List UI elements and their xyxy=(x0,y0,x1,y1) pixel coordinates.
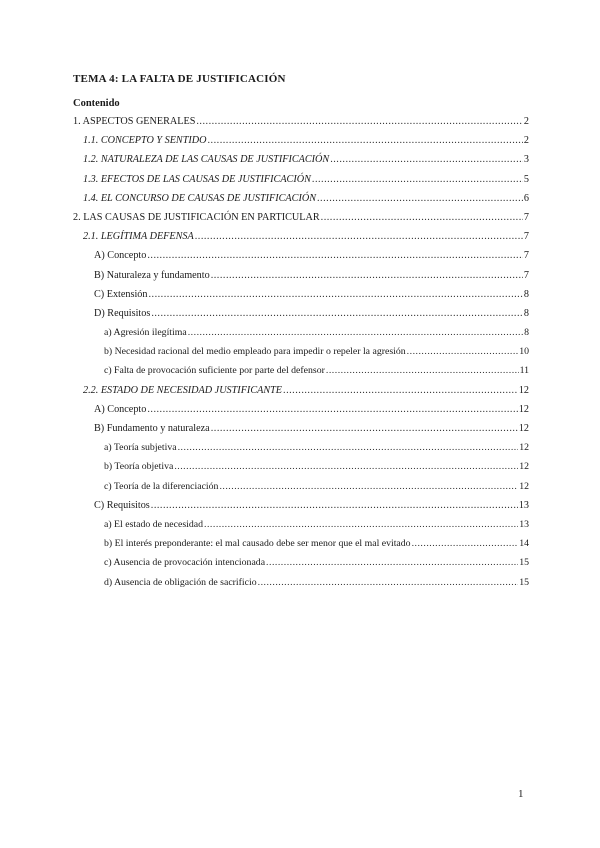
toc-dot-leader xyxy=(407,342,519,361)
toc-entry-page: 13 xyxy=(519,518,529,530)
toc-entry-label: a) Teoría subjetiva xyxy=(104,442,177,454)
toc-entry[interactable] xyxy=(73,457,529,476)
toc-entry[interactable] xyxy=(73,304,529,323)
toc-entry-page: 7 xyxy=(523,231,529,243)
toc-entry-page: 3 xyxy=(523,154,529,166)
toc-entry-page: 12 xyxy=(518,423,529,434)
toc-dot-leader xyxy=(211,266,523,285)
toc-entry-label: b) El interés preponderante: el mal causado debe ser menor que el mal evitado xyxy=(104,538,411,550)
toc-entry-label: 2. LAS CAUSAS DE JUSTIFICACIÓN EN PARTICULAR xyxy=(73,211,320,223)
toc-dot-leader xyxy=(330,150,523,169)
document-title: TEMA 4: LA FALTA DE JUSTIFICACIÓN xyxy=(73,73,286,85)
toc-entry[interactable] xyxy=(73,534,529,553)
toc-entry-page: 15 xyxy=(519,557,529,569)
toc-entry-label: D) Requisitos xyxy=(94,307,151,319)
toc-entry-page: 12 xyxy=(519,480,529,492)
toc-entry-label: 1.2. NATURALEZA DE LAS CAUSAS DE JUSTIFICACIÓN xyxy=(83,154,330,166)
page-number: 1 xyxy=(518,788,524,800)
toc-entry-label: c) Ausencia de provocación intencionada xyxy=(104,557,266,569)
toc-dot-leader xyxy=(147,400,517,419)
toc-entry-page: 8 xyxy=(523,307,529,319)
toc-entry-label: b) Teoría objetiva xyxy=(104,461,174,473)
toc-entry-page: 5 xyxy=(523,173,529,185)
toc-entry-page: 8 xyxy=(523,288,529,300)
toc-entry-label: a) El estado de necesidad xyxy=(104,518,204,530)
toc-entry-label: d) Ausencia de obligación de sacrificio xyxy=(104,576,257,588)
toc-entry-label: 1.4. EL CONCURSO DE CAUSAS DE JUSTIFICACIÓN xyxy=(83,192,316,204)
toc-dot-leader xyxy=(266,553,518,572)
toc-entry-page: 8 xyxy=(524,327,529,339)
toc-dot-leader xyxy=(178,438,519,457)
toc-entry[interactable] xyxy=(73,496,529,515)
table-of-contents xyxy=(73,112,529,592)
toc-entry[interactable] xyxy=(73,573,529,592)
toc-entry-page: 2 xyxy=(523,135,529,147)
toc-dot-leader xyxy=(148,285,522,304)
toc-entry-page: 11 xyxy=(519,365,529,377)
toc-entry-page: 10 xyxy=(519,346,529,358)
toc-entry[interactable] xyxy=(73,208,529,227)
toc-entry[interactable] xyxy=(73,189,529,208)
toc-dot-leader xyxy=(283,381,518,400)
toc-entry-page: 6 xyxy=(523,192,529,204)
toc-entry[interactable] xyxy=(73,477,529,496)
toc-entry-label: 1. ASPECTOS GENERALES xyxy=(73,116,196,127)
toc-entry[interactable] xyxy=(73,285,529,304)
toc-dot-leader xyxy=(151,304,523,323)
toc-entry[interactable] xyxy=(73,150,529,169)
contents-heading: Contenido xyxy=(73,98,120,109)
toc-entry[interactable] xyxy=(73,381,529,400)
toc-entry[interactable] xyxy=(73,131,529,150)
toc-entry-label: b) Necesidad racional del medio empleado para impedir o repeler la agresión xyxy=(104,346,406,358)
toc-dot-leader xyxy=(195,227,523,246)
toc-dot-leader xyxy=(412,534,519,553)
toc-entry[interactable] xyxy=(73,112,529,131)
toc-dot-leader xyxy=(219,477,518,496)
toc-entry-page: 13 xyxy=(518,499,529,511)
toc-entry[interactable] xyxy=(73,419,529,438)
toc-entry[interactable] xyxy=(73,246,529,265)
toc-dot-leader xyxy=(151,496,518,515)
toc-entry-label: C) Requisitos xyxy=(94,499,150,511)
toc-entry-label: C) Extensión xyxy=(94,288,148,300)
toc-dot-leader xyxy=(188,323,523,342)
toc-entry-label: A) Concepto xyxy=(94,403,147,415)
toc-entry-label: c) Falta de provocación suficiente por parte del defensor xyxy=(104,365,325,377)
toc-entry-page: 12 xyxy=(519,461,529,473)
toc-entry-page: 14 xyxy=(519,538,529,550)
toc-entry-page: 2 xyxy=(523,116,529,127)
toc-entry-label: 1.3. EFECTOS DE LAS CAUSAS DE JUSTIFICACIÓN xyxy=(83,173,311,185)
toc-entry-page: 12 xyxy=(518,403,529,415)
toc-entry-page: 12 xyxy=(519,442,529,454)
toc-entry[interactable] xyxy=(73,438,529,457)
toc-entry-label: 1.1. CONCEPTO Y SENTIDO xyxy=(83,135,207,147)
toc-entry-label: A) Concepto xyxy=(94,250,147,262)
toc-entry-label: c) Teoría de la diferenciación xyxy=(104,480,219,492)
toc-entry[interactable] xyxy=(73,553,529,572)
toc-dot-leader xyxy=(147,246,523,265)
toc-dot-leader xyxy=(211,419,518,438)
toc-dot-leader xyxy=(196,112,523,131)
toc-dot-leader xyxy=(326,361,519,380)
toc-dot-leader xyxy=(312,170,523,189)
toc-entry[interactable] xyxy=(73,266,529,285)
toc-entry[interactable] xyxy=(73,227,529,246)
toc-entry-label: a) Agresión ilegítima xyxy=(104,327,187,339)
toc-entry[interactable] xyxy=(73,170,529,189)
toc-entry[interactable] xyxy=(73,361,529,380)
toc-entry-label: B) Naturaleza y fundamento xyxy=(94,269,210,281)
toc-entry[interactable] xyxy=(73,342,529,361)
toc-entry[interactable] xyxy=(73,400,529,419)
toc-entry-page: 7 xyxy=(523,250,529,262)
toc-entry-page: 7 xyxy=(523,269,529,281)
toc-dot-leader xyxy=(204,515,518,534)
toc-entry[interactable] xyxy=(73,515,529,534)
toc-entry-label: B) Fundamento y naturaleza xyxy=(94,423,210,434)
toc-entry-page: 15 xyxy=(519,576,529,588)
toc-dot-leader xyxy=(321,208,523,227)
toc-entry-label: 2.2. ESTADO DE NECESIDAD JUSTIFICANTE xyxy=(83,384,283,396)
toc-dot-leader xyxy=(174,457,518,476)
toc-entry-page: 12 xyxy=(518,384,529,396)
toc-entry[interactable] xyxy=(73,323,529,342)
toc-dot-leader xyxy=(208,131,523,150)
toc-entry-label: 2.1. LEGÍTIMA DEFENSA xyxy=(83,231,194,243)
toc-dot-leader xyxy=(317,189,523,208)
toc-dot-leader xyxy=(258,573,519,592)
toc-entry-page: 7 xyxy=(523,211,529,223)
